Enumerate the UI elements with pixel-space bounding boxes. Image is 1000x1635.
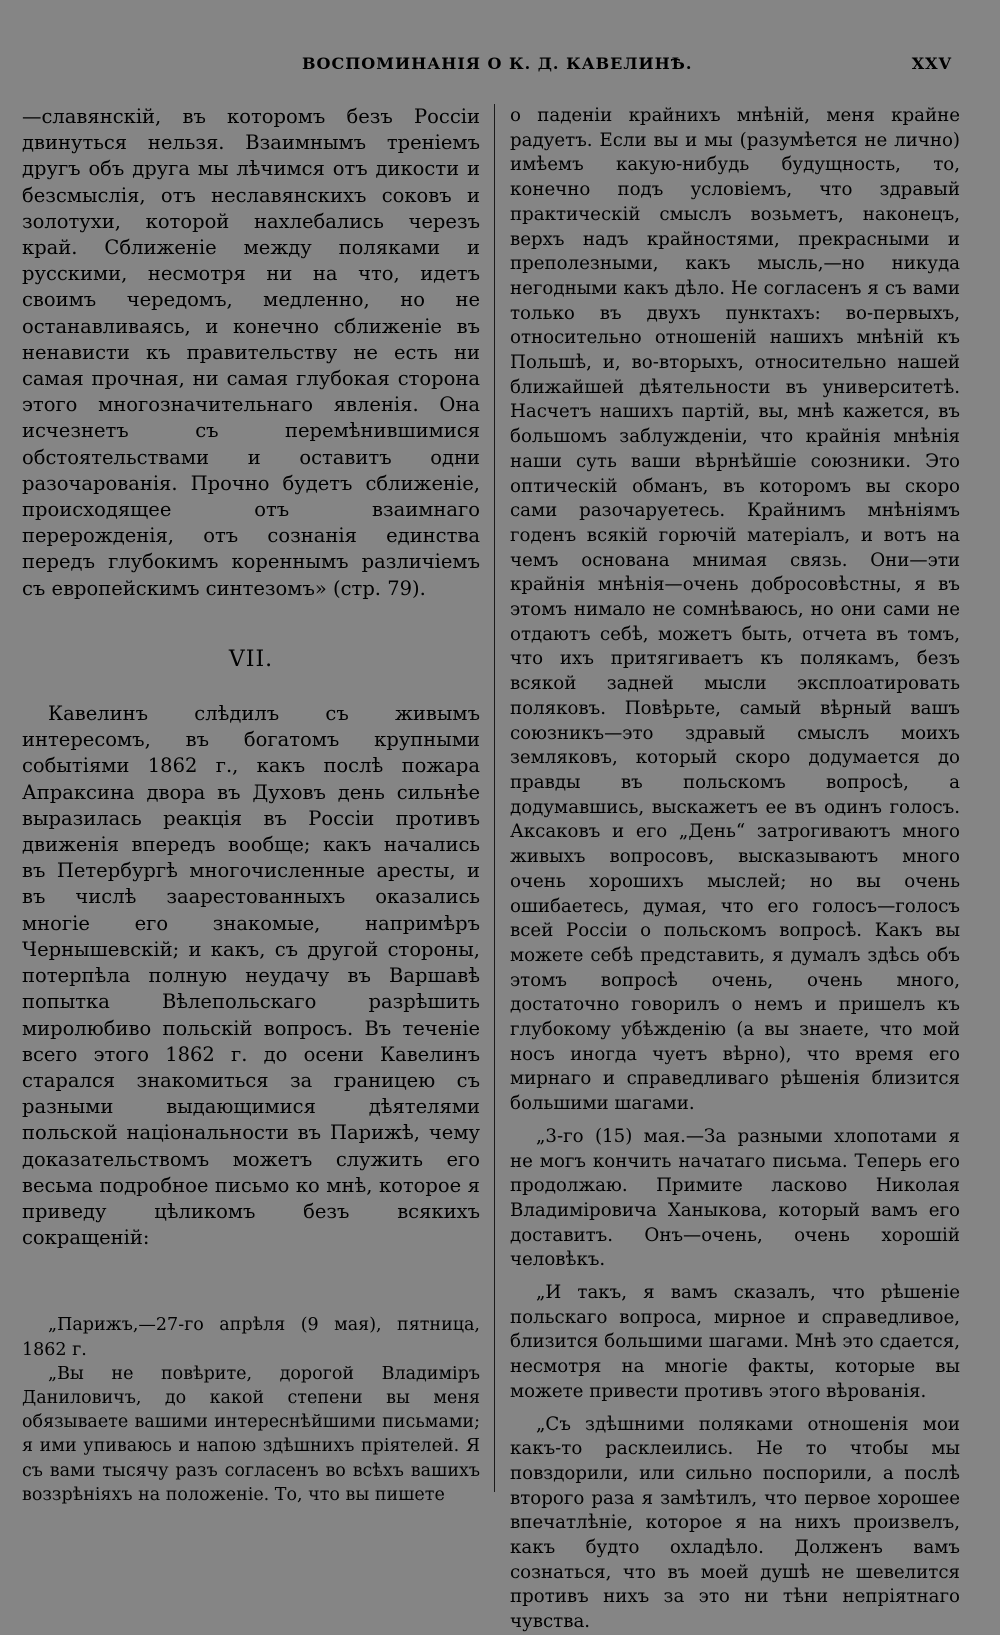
page-header <box>0 50 1000 80</box>
right-column <box>510 104 960 1635</box>
section-heading: VII. <box>228 646 274 672</box>
quote-continuation: —славянскій, въ которомъ безъ Россіи двинуться нельзя. Взаимнымъ треніемъ другъ объ друга мы лѣчимся отъ дикости и безсмыслія, отъ неславянскихъ соковъ и золотухи, которой нахлебались черезъ край. Сближеніе между поляками и русскими, несмотря ни на что, идетъ своимъ чередомъ, медленно, но не останавливаясь, и конечно сближеніе въ ненависти къ правительству не есть ни самая прочная, ни самая глубокая сторона этого многозначительнаго явленія. Она исчезнетъ съ перемѣнившимися обстоятельствами и оставитъ одни разочарованія. Прочно будетъ сближеніе, происходящее отъ взаимнаго перерожденія, отъ сознанія единства передъ глубокимъ кореннымъ различіемъ съ европейскимъ синтезомъ» (стр. 79). <box>22 105 480 600</box>
section-paragraph: Кавелинъ слѣдилъ съ живымъ интересомъ, въ богатомъ крупными событіями 1862 г., какъ послѣ пожара Апраксина двора въ Духовъ день сильнѣе выразилась реакція въ Россіи противъ движенія впередъ вообще; какъ начались въ Петербургѣ многочисленные аресты, и въ числѣ заарестованныхъ оказались многіе его знакомые, напримѣръ Чернышевскій; и какъ, съ другой стороны, потерпѣла полную неудачу въ Варшавѣ попытка Вѣлепольскаго разрѣшить миролюбиво польскій вопросъ. Въ теченіе всего этого 1862 г. до осени Кавелинъ старался знакомиться за границею съ разными выдающимися дѣятелями польской національности въ Парижѣ, чему доказательствомъ можетъ служить его весьма подробное письмо ко мнѣ, которое я приведу цѣликомъ безъ всякихъ сокращеній: <box>22 702 480 1250</box>
paragraph-local-poles: „Съ здѣшними поляками отношенія мои какъ-то расклеились. Не то чтобы мы повздорили, или сильно поспорили, а послѣ второго раза я замѣтилъ, что первое хорошее впечатлѣніе, которое я на нихъ произвелъ, какъ будто охладѣло. Долженъ вамъ сознаться, что въ моей душѣ не шевелится противъ нихъ за это ни тѣни непріятнаго чувства. <box>510 1413 960 1633</box>
letter-opening: „Вы не повѣрите, дорогой Владиміръ Даниловичъ, до какой степени вы меня обязываете вашими интереснѣйшими письмами; я ими упиваюсь и напою здѣшнихъ пріятелей. Я съ вами тысячу разъ согласенъ во всѣхъ вашихъ воззрѣніяхъ на положеніе. То, что вы пишете <box>22 1363 480 1505</box>
page-number: XXV <box>911 54 952 73</box>
left-column <box>22 104 480 1507</box>
paragraph-polish-question: „И такъ, я вамъ сказалъ, что рѣшеніе польскаго вопроса, мирное и справедливое, близится большими шагами. Мнѣ это сдается, несмотря на многіе факты, которые вы можете привести противъ этого вѣрованія. <box>510 1282 960 1402</box>
running-title: ВОСПОМИНАНІЯ О К. Д. КАВЕЛИНѢ. <box>302 54 693 73</box>
letter-dateline: „Парижъ,—27-го апрѣля (9 мая), пятница, 1862 г. <box>22 1315 480 1360</box>
column-divider <box>494 104 495 1492</box>
paragraph-may-3: „3-го (15) мая.—За разными хлопотами я не могъ кончить начатаго письма. Теперь его продолжаю. Примите ласково Николая Владиміровича Ханыкова, который вамъ его доставитъ. Онъ—очень, очень хорошій человѣкъ. <box>510 1125 960 1271</box>
letter-continuation: о паденіи крайнихъ мнѣній, меня крайне радуетъ. Если вы и мы (разумѣется не лично) имѣемъ какую-нибудь будущность, то, конечно подъ условіемъ, что здравый практическій смыслъ возьметъ, наконецъ, верхъ надъ крайностями, прекрасными и преполезными, какъ мысль,—но никуда негодными какъ дѣло. Не согласенъ я съ вами только въ двухъ пунктахъ: во-первыхъ, относительно отношеній нашихъ мнѣній къ Польшѣ, и, во-вторыхъ, относительно нашей ближайшей дѣятельности въ университетѣ. Насчетъ нашихъ партій, вы, мнѣ кажется, въ большомъ заблужденіи, что крайнія мнѣнія наши суть ваши вѣрнѣйшіе союзники. Это оптическій обманъ, въ которомъ вы скоро сами разочаруетесь. Крайнимъ мнѣніямъ годенъ всякій горючій матеріалъ, и вотъ на чемъ основана мнимая связь. Они—эти крайнія мнѣнія—очень добросовѣстны, я въ этомъ нимало не сомнѣваюсь, но они сами не отдаютъ себѣ, можетъ быть, отчета въ томъ, что ихъ притягиваетъ къ полякамъ, безъ всякой задней мысли эксплоатировать поляковъ. Повѣрьте, самый вѣрный вашъ союзникъ—это здравый смыслъ моихъ земляковъ, который скоро додумается до правды въ польскомъ вопросѣ, а додумавшись, выскажетъ ее въ одинъ голосъ. Аксаковъ и его „День“ затрогиваютъ много живыхъ вопросовъ, высказываютъ много очень хорошихъ мыслей; но вы очень ошибаетесь, думая, что его голосъ—голосъ всей Россіи о польскомъ вопросѣ. Какъ вы можете себѣ представить, я думалъ здѣсь объ этомъ вопросѣ очень, очень много, достаточно говорилъ о немъ и пришелъ къ глубокому убѣжденію (а вы знаете, что мой носъ иногда чуетъ вѣрно), что время его мирнаго и справедливаго рѣшенія близится большими шагами. <box>510 105 960 1115</box>
